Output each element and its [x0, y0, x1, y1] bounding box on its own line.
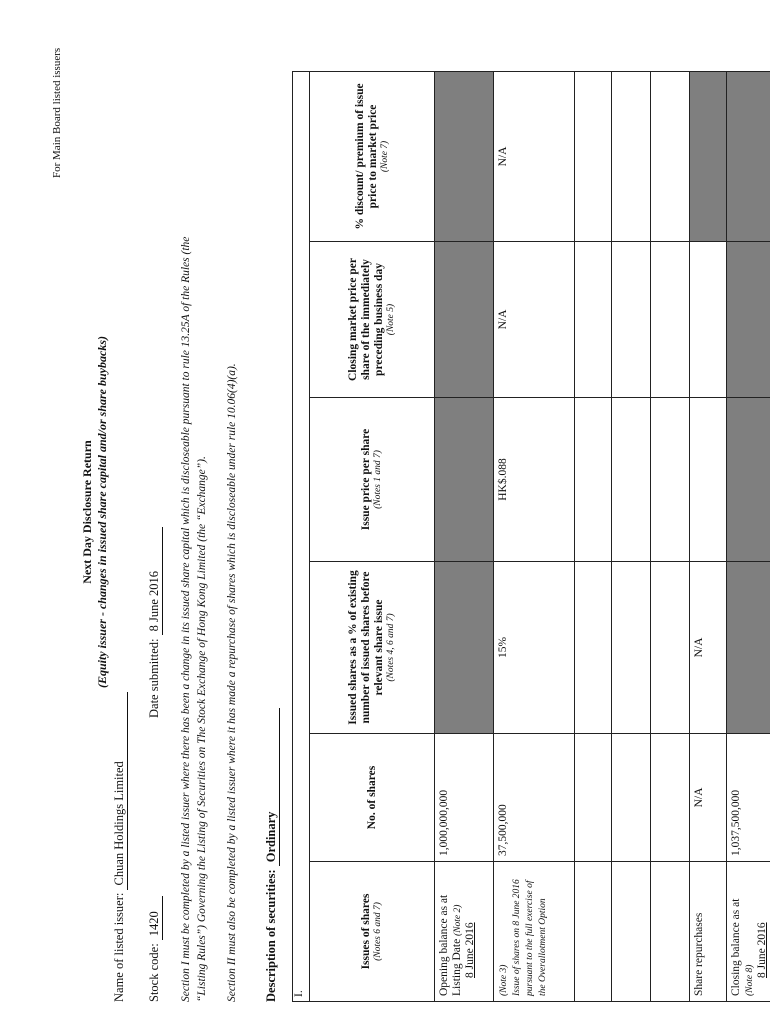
header-issued-percent-note: (Notes 4, 6 and 7)	[386, 613, 396, 682]
empty-cell	[575, 862, 612, 1002]
header-issues-note: (Notes 6 and 7)	[373, 902, 384, 961]
header-issue-price-note: (Notes 1 and 7)	[373, 450, 384, 509]
stock-code-label: Stock code:	[147, 943, 161, 1002]
issue-percent: 15%	[494, 562, 575, 734]
header-discount-note: (Note 7)	[379, 140, 390, 173]
repurchase-percent: N/A	[690, 562, 727, 734]
shaded-cell	[435, 71, 494, 241]
header-row	[310, 71, 435, 1001]
opening-label: Opening balance as at Listing Date	[438, 894, 463, 996]
table-row-closing	[727, 71, 770, 1001]
header-issued-percent-title: Issued shares as a % of existing number of issued shares before relevant share issue	[347, 570, 386, 725]
issuer-row	[112, 692, 128, 1002]
shaded-cell	[727, 398, 770, 562]
shaded-cell	[435, 562, 494, 734]
empty-cell	[651, 562, 690, 734]
empty-cell	[612, 562, 651, 734]
table-row-opening	[435, 71, 494, 1001]
table-row-issue	[494, 71, 575, 1001]
section1-note-line1: Section I must be completed by a listed issuer where there has been a change in its issued share capital which is discloseable pursuant to rule 13.25A of the Rules (the	[180, 236, 192, 1002]
share-capital-table	[292, 71, 770, 1002]
date-submitted-value: 8 June 2016	[147, 527, 163, 635]
issue-description: Issue of shares on 8 June 2016 pursuant to the full exercise of the Overallotment Option	[511, 879, 548, 996]
closing-note: (Note 8)	[744, 964, 755, 996]
empty-cell	[612, 242, 651, 398]
empty-cell	[575, 562, 612, 734]
corner-note: For Main Board listed issuers	[51, 47, 63, 178]
closing-label-cell	[727, 862, 770, 1002]
issue-price: HK$.088	[494, 398, 575, 562]
date-submitted-label: Date submitted:	[147, 638, 161, 718]
table-row-empty	[612, 71, 651, 1001]
empty-cell	[612, 398, 651, 562]
empty-cell	[575, 242, 612, 398]
date-submitted-row	[147, 527, 163, 718]
table-row-repurchase	[690, 71, 727, 1001]
form-title: Next Day Disclosure Return	[80, 440, 94, 584]
shaded-cell	[727, 242, 770, 398]
header-no-shares-title: No. of shares	[365, 765, 378, 830]
header-no-shares	[310, 734, 435, 862]
empty-cell	[651, 734, 690, 862]
shaded-cell	[435, 242, 494, 398]
closing-date: 8 June 2016	[755, 922, 768, 978]
stock-code-row	[147, 896, 163, 1002]
shaded-cell	[690, 71, 727, 241]
empty-cell	[612, 862, 651, 1002]
issue-shares: 37,500,000	[494, 734, 575, 862]
form-subtitle: (Equity issuer - changes in issued share capital and/or share buybacks)	[95, 335, 109, 689]
issuer-name: Chuan Holdings Limited	[112, 692, 128, 890]
empty-cell	[651, 71, 690, 241]
empty-cell	[575, 734, 612, 862]
description-value: Ordinary	[264, 708, 280, 866]
repurchase-label: Share repurchases	[690, 862, 727, 1002]
table-row-empty	[575, 71, 612, 1001]
empty-cell	[651, 242, 690, 398]
shaded-cell	[435, 398, 494, 562]
opening-shares: 1,000,000,000	[435, 734, 494, 862]
repurchase-shares: N/A	[690, 734, 727, 862]
shaded-cell	[727, 562, 770, 734]
header-issues-title: Issues of shares	[360, 893, 373, 970]
section-label: I.	[293, 71, 310, 1001]
opening-date: 8 June 2016	[463, 922, 476, 978]
header-issue-price-title: Issue price per share	[360, 428, 373, 531]
empty-cell	[612, 71, 651, 241]
opening-label-cell	[435, 862, 494, 1002]
closing-shares: 1,037,500,000	[727, 734, 770, 862]
section2-note: Section II must also be completed by a listed issuer where it has made a repurchase of shares which is discloseable under rule 10.06(4)(a).	[226, 363, 238, 1002]
header-market-price-note: (Note 5)	[386, 303, 396, 336]
issue-label-cell	[494, 862, 575, 1002]
header-market-price	[310, 242, 435, 398]
opening-note: (Note 2)	[452, 904, 463, 936]
header-issue-price	[310, 398, 435, 562]
empty-cell	[690, 398, 727, 562]
section1-note-line2: “Listing Rules”) Governing the Listing of Securities on The Stock Exchange of Hong Kong Limited (the “Exchange”).	[196, 456, 208, 1002]
section-row	[293, 71, 310, 1001]
header-discount-title: % discount/ premium of issue price to market price	[353, 83, 379, 230]
empty-cell	[651, 398, 690, 562]
empty-cell	[651, 862, 690, 1002]
issue-discount: N/A	[494, 71, 575, 241]
empty-cell	[612, 734, 651, 862]
issue-note: (Note 3)	[499, 964, 509, 996]
header-discount	[310, 71, 435, 241]
header-market-price-title: Closing market price per share of the immediately preceding business day	[347, 258, 386, 381]
empty-cell	[575, 71, 612, 241]
issue-market-price: N/A	[494, 242, 575, 398]
closing-label: Closing balance as at	[730, 898, 742, 996]
description-row	[264, 708, 280, 1002]
empty-cell	[690, 242, 727, 398]
issuer-label: Name of listed issuer:	[112, 892, 126, 1002]
table-row-empty	[651, 71, 690, 1001]
description-label: Description of securities:	[264, 869, 278, 1002]
header-issues	[310, 862, 435, 1002]
empty-cell	[575, 398, 612, 562]
header-issued-percent	[310, 562, 435, 734]
shaded-cell	[727, 71, 770, 241]
stock-code-value: 1420	[147, 896, 163, 940]
